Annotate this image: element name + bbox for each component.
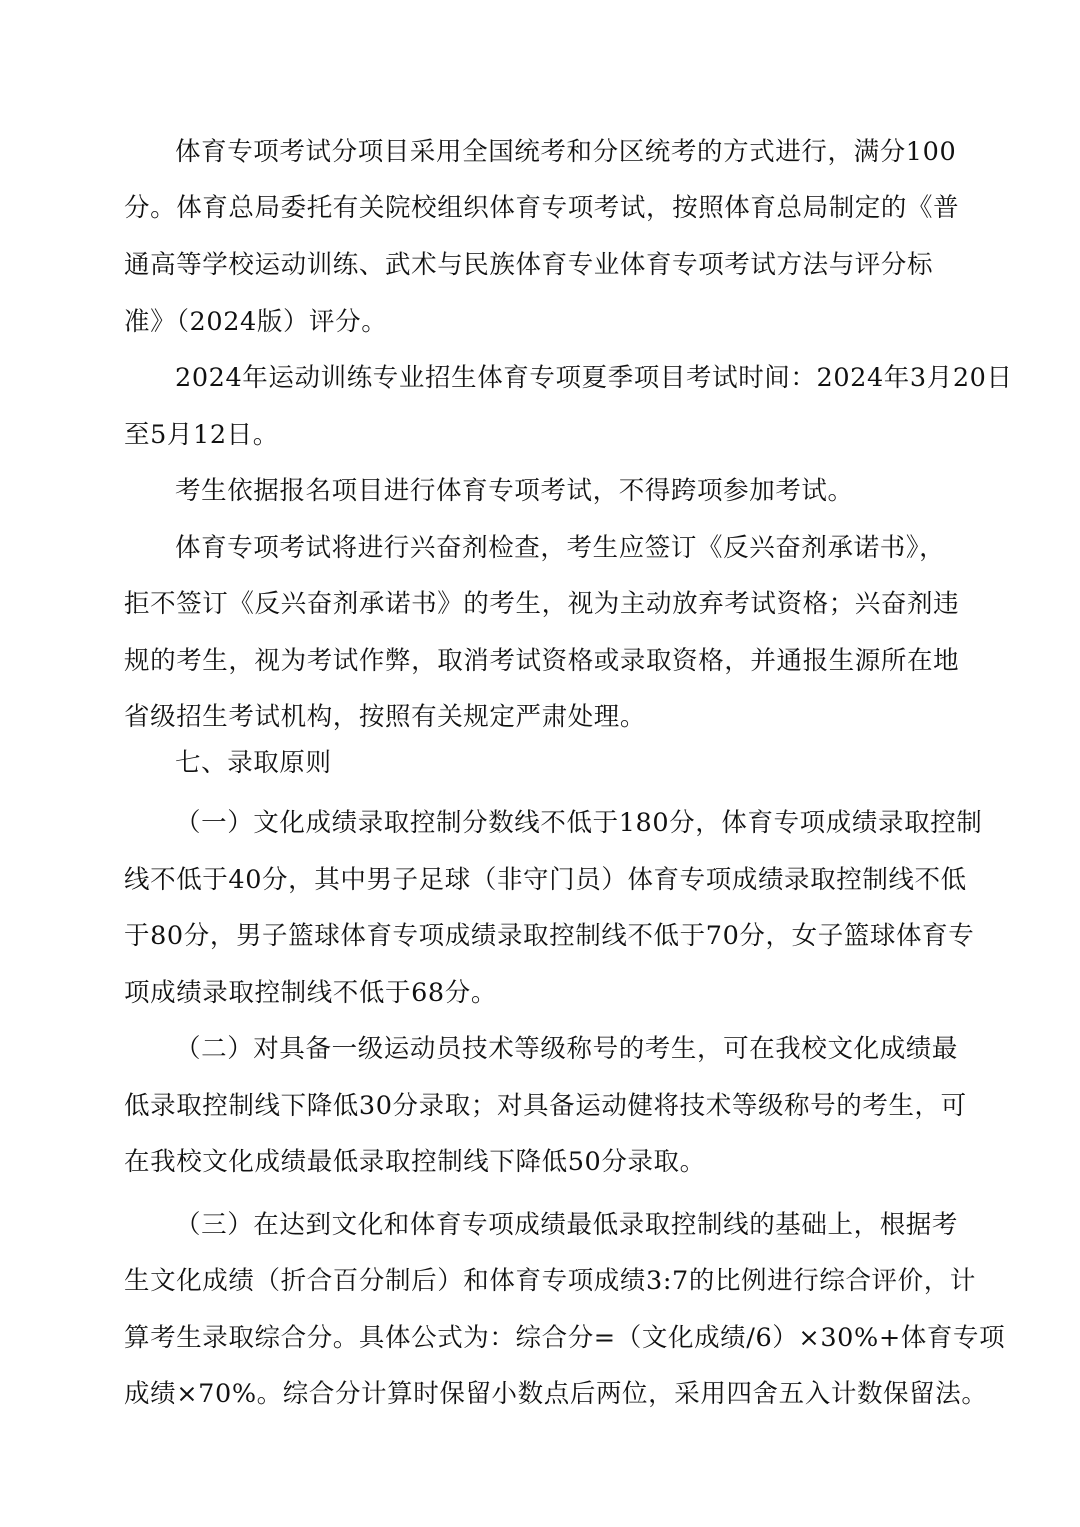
paragraph-line: 准》（2024版）评分。 <box>124 307 388 337</box>
section-heading: 七、录取原则 <box>175 748 332 778</box>
paragraph-line: （二）对具备一级运动员技术等级称号的考生，可在我校文化成绩最 <box>175 1034 959 1064</box>
paragraph-line: 项成绩录取控制线不低于68分。 <box>124 978 497 1008</box>
paragraph-line: 2024年运动训练专业招生体育专项夏季项目考试时间：2024年3月20日 <box>175 363 1013 393</box>
paragraph-line: 拒不签订《反兴奋剂承诺书》的考生，视为主动放弃考试资格；兴奋剂违 <box>124 589 960 619</box>
paragraph-line: 体育专项考试将进行兴奋剂检查，考生应签订《反兴奋剂承诺书》， <box>175 533 946 563</box>
paragraph-line: 生文化成绩（折合百分制后）和体育专项成绩3:7的比例进行综合评价，计 <box>124 1266 976 1296</box>
paragraph-line: 通高等学校运动训练、武术与民族体育专业体育专项考试方法与评分标 <box>124 250 934 280</box>
paragraph-line: 考生依据报名项目进行体育专项考试，不得跨项参加考试。 <box>175 476 854 506</box>
paragraph-line: 线不低于40分，其中男子足球（非守门员）体育专项成绩录取控制线不低 <box>124 865 967 895</box>
paragraph-line: 至5月12日。 <box>124 420 279 450</box>
paragraph-line: 规的考生，视为考试作弊，取消考试资格或录取资格，并通报生源所在地 <box>124 646 960 676</box>
paragraph-line: （三）在达到文化和体育专项成绩最低录取控制线的基础上，根据考 <box>175 1210 959 1240</box>
paragraph-line: 省级招生考试机构，按照有关规定严肃处理。 <box>124 702 647 732</box>
paragraph-line: （一）文化成绩录取控制分数线不低于180分，体育专项成绩录取控制 <box>175 808 983 838</box>
paragraph-line: 于80分，男子篮球体育专项成绩录取控制线不低于70分，女子篮球体育专 <box>124 921 975 951</box>
paragraph-line: 算考生录取综合分。具体公式为：综合分=（文化成绩/6）×30%+体育专项 <box>124 1323 1006 1353</box>
paragraph-line: 体育专项考试分项目采用全国统考和分区统考的方式进行，满分100 <box>175 137 957 167</box>
paragraph-line: 低录取控制线下降低30分录取；对具备运动健将技术等级称号的考生，可 <box>124 1091 967 1121</box>
paragraph-line: 分。体育总局委托有关院校组织体育专项考试，按照体育总局制定的《普 <box>124 193 960 223</box>
paragraph-line: 在我校文化成绩最低录取控制线下降低50分录取。 <box>124 1147 706 1177</box>
paragraph-line: 成绩×70%。综合分计算时保留小数点后两位，采用四舍五入计数保留法。 <box>124 1379 988 1409</box>
